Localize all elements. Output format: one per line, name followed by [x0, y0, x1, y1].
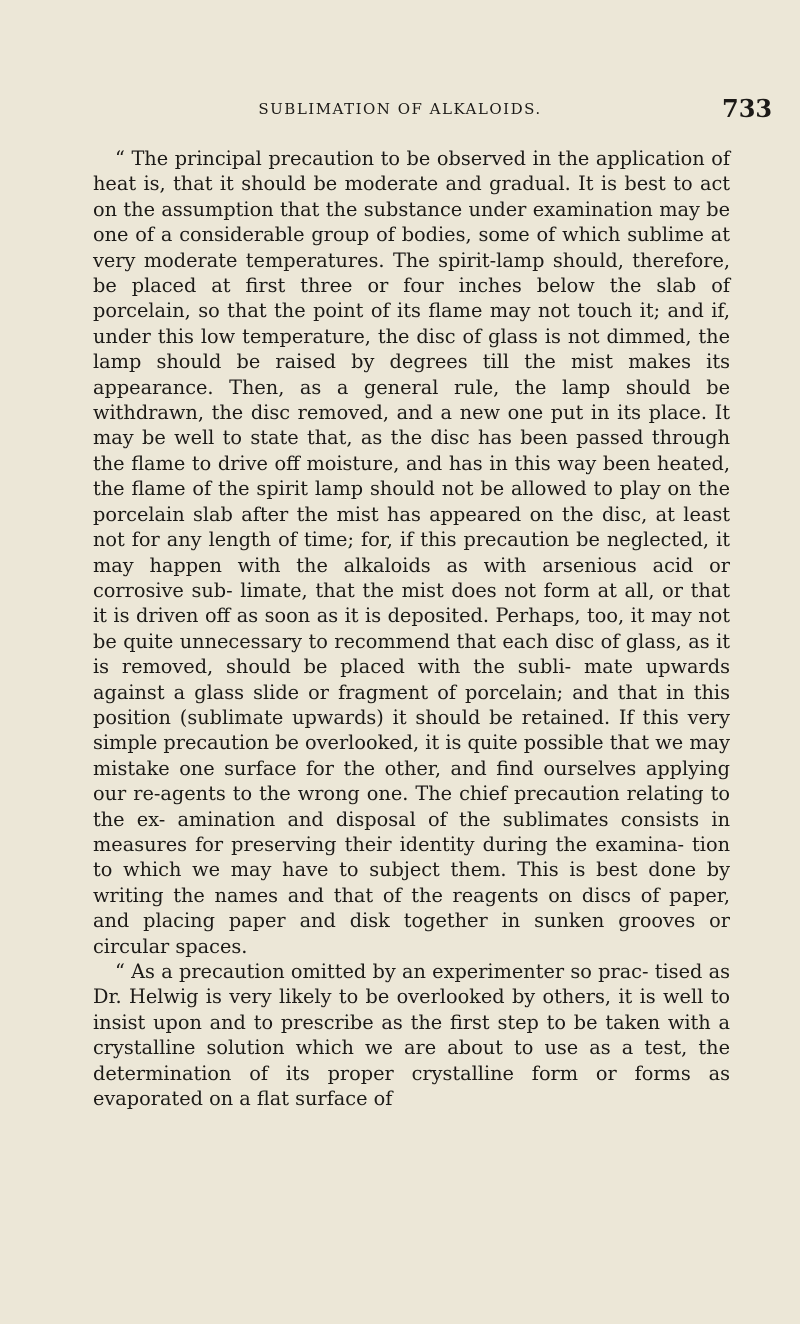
body-text [93, 146, 730, 1111]
running-head: SUBLIMATION OF ALKALOIDS. [258, 100, 542, 118]
paragraph: “ The principal precaution to be observed in the application of heat is, that it should be moderate and gradual. It is best to act on the assumption that the substance under examination may be one of a considerable group of bodies, some of which sublime at very moderate temperatures. The spirit-lamp should, therefore, be placed at first three or four inches below the slab of porcelain, so that the point of its flame may not touch it; and if, under this low temperature, the disc of glass is not dimmed, the lamp should be raised by degrees till the mist makes its appearance. Then, as a general rule, the lamp should be withdrawn, the disc removed, and a new one put in its place. It may be well to state that, as the disc has been passed through the flame to drive off moisture, and has in this way been heated, the flame of the spirit lamp should not be allowed to play on the porcelain slab after the mist has appeared on the disc, at least not for any length of time; for, if this precaution be neglected, it may happen with the alkaloids as with arsenious acid or corrosive sub- limate, that the mist does not form at all, or that it is driven off as soon as it is deposited. Perhaps, too, it may not be quite unnecessary to recommend that each disc of glass, as it is removed, should be placed with the subli- mate upwards against a glass slide or fragment of porcelain; and that in this position (sublimate upwards) it should be retained. If this very simple precaution be overlooked, it is quite possible that we may mistake one surface for the other, and find ourselves applying our re-agents to the wrong one. The chief precaution relating to the ex- amination and disposal of the sublimates consists in measures for preserving their identity during the examina- tion to which we may have to subject them. This is best done by writing the names and that of the reagents on discs of paper, and placing paper and disk together in sunken grooves or circular spaces. [93, 147, 730, 958]
page-number: 733 [722, 94, 773, 123]
paragraph: “ As a precaution omitted by an experimenter so prac- tised as Dr. Helwig is very likely to be overlooked by others, it is well to insist upon and to prescribe as the first step to be taken with a crystalline solution which we are about to use as a test, the determination of its proper crystalline form or forms as evaporated on a flat surface of [93, 960, 730, 1111]
